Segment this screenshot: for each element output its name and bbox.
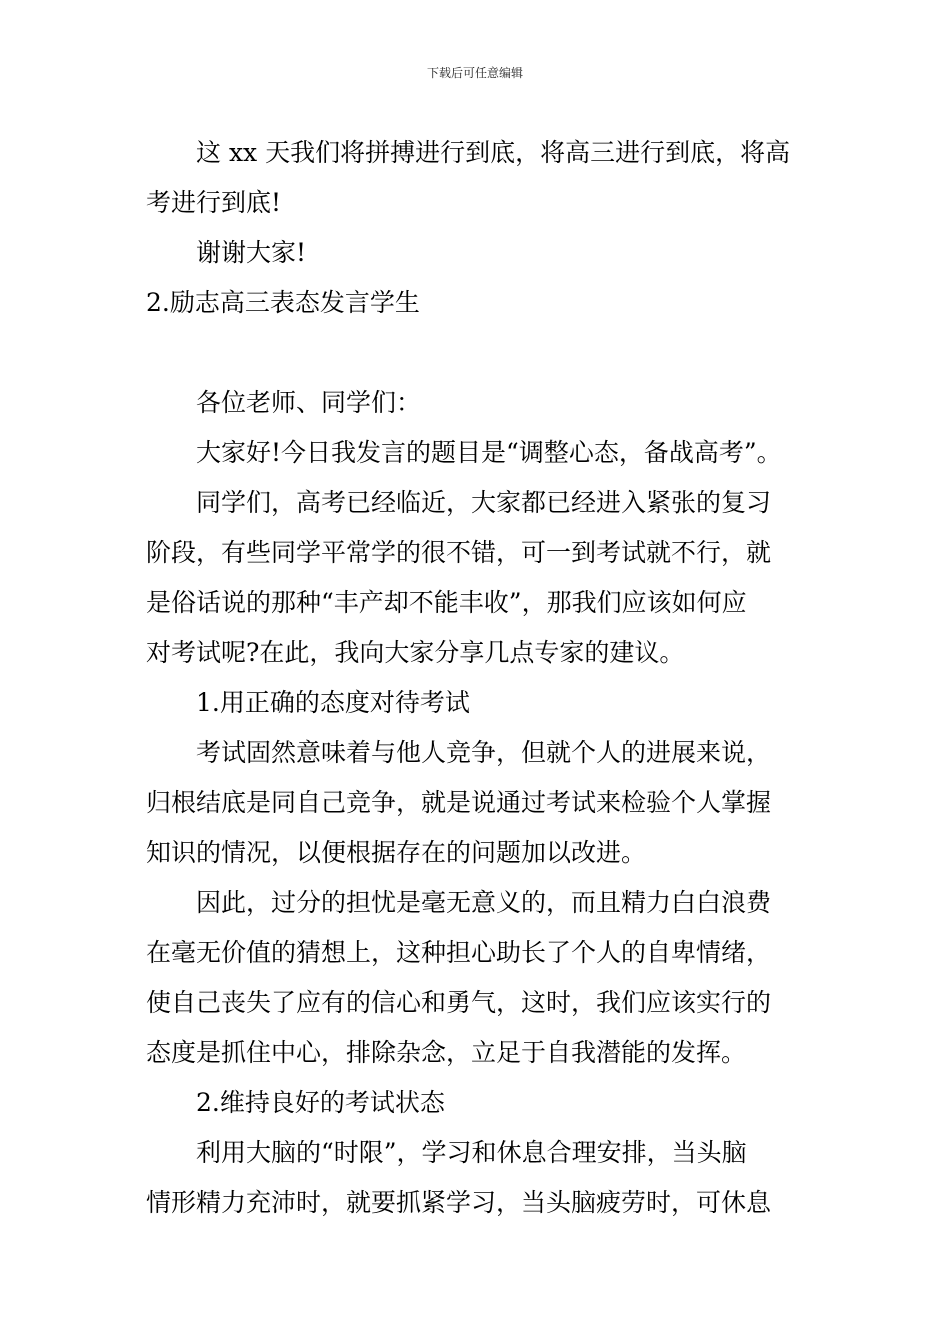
text-line: 阶段，有些同学平常学的很不错，可一到考试就不行，就: [146, 538, 772, 567]
salutation: 各位老师、同学们：: [196, 388, 422, 417]
text-line: 对考试呢?在此，我向大家分享几点专家的建议。: [146, 638, 685, 667]
text-line: 考进行到底!: [146, 188, 282, 217]
text-line: 使自己丧失了应有的信心和勇气，这时，我们应该实行的: [146, 988, 772, 1017]
text-line: 情形精力充沛时，就要抓紧学习，当头脑疲劳时，可休息: [146, 1188, 772, 1217]
text-line: 谢谢大家!: [196, 238, 307, 267]
text-line: 大家好!今日我发言的题目是“调整心态，备战高考”。: [196, 438, 782, 467]
text-line: 因此，过分的担忧是毫无意义的，而且精力白白浪费: [196, 888, 772, 917]
text-line: 知识的情况，以便根据存在的问题加以改进。: [146, 838, 647, 867]
blank-line: [146, 328, 808, 378]
text-line: 考试固然意味着与他人竞争，但就个人的进展来说，: [196, 738, 772, 767]
text-line: 利用大脑的“时限”，学习和休息合理安排，当头脑: [196, 1138, 747, 1167]
text-line: 这 xx 天我们将拼搏进行到底，将高三进行到底，将高: [196, 138, 791, 167]
text-line: 态度是抓住中心，排除杂念，立足于自我潜能的发挥。: [146, 1038, 747, 1067]
text-line: 归根结底是同自己竞争，就是说通过考试来检验个人掌握: [146, 788, 772, 817]
subheading: 1.用正确的态度对待考试: [196, 688, 470, 717]
section-heading: 2.励志高三表态发言学生: [146, 288, 420, 317]
text-line: 在毫无价值的猜想上，这种担心助长了个人的自卑情绪，: [146, 938, 772, 967]
text-line: 是俗话说的那种“丰产却不能丰收”，那我们应该如何应: [146, 588, 747, 617]
subheading: 2.维持良好的考试状态: [196, 1088, 445, 1117]
document-body: [146, 128, 808, 1228]
text-line: 同学们，高考已经临近，大家都已经进入紧张的复习: [196, 488, 772, 517]
page-header-note: 下载后可任意编辑: [426, 66, 523, 80]
